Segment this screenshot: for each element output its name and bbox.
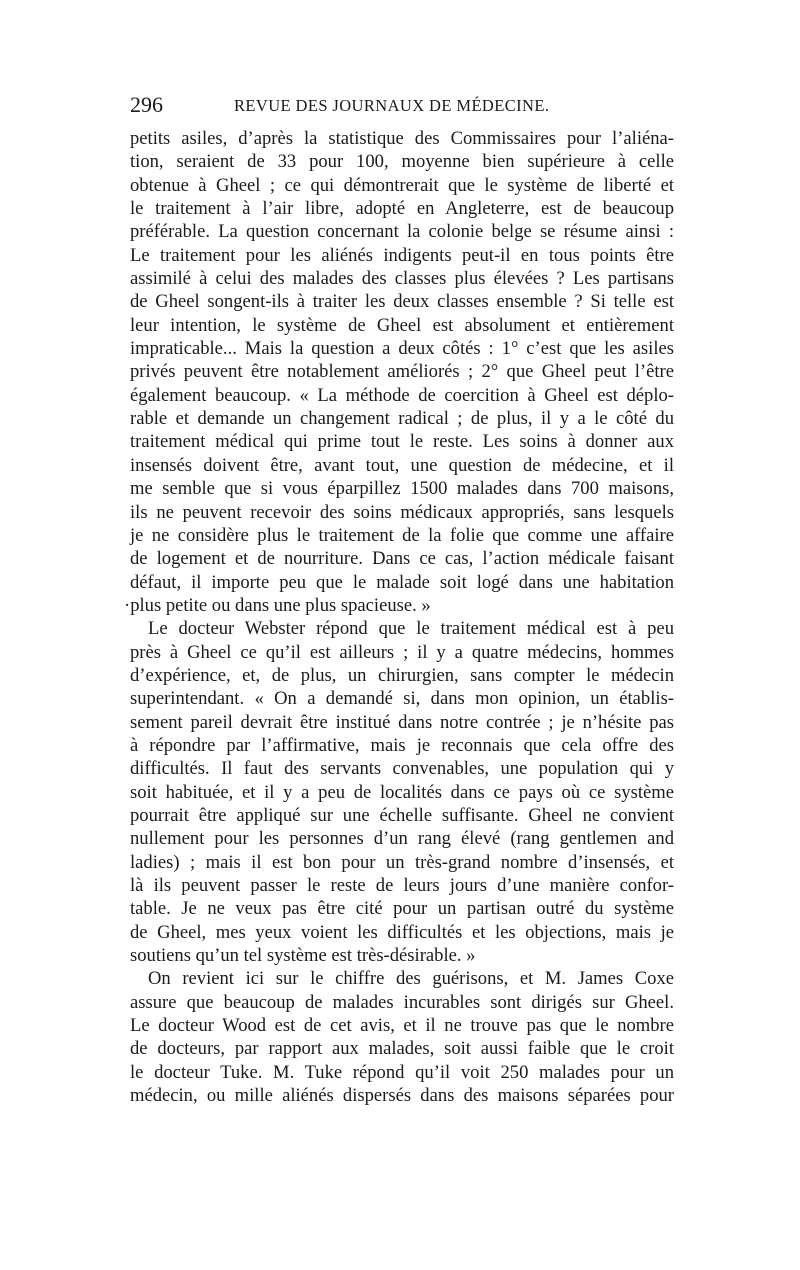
text-line: tion, seraient de 33 pour 100, moyenne bien supérieure à celle [130, 151, 674, 173]
text-line: de Gheel, mes yeux voient les difficultés et les objections, mais je [130, 921, 674, 943]
text-line: soit habituée, et il y a peu de localités dans ce pays où ce système [130, 781, 674, 803]
text-line: nullement pour les personnes d’un rang élevé (rang gentlemen and [130, 828, 674, 850]
text-line: de docteurs, par rapport aux malades, soit aussi faible que le croit [130, 1038, 674, 1060]
text-line: je ne considère plus le traitement de la folie que comme une affaire [130, 524, 674, 546]
body-text [124, 127, 674, 1107]
text-line: à répondre par l’affirmative, mais je reconnais que cela offre des [130, 734, 674, 756]
journal-title: REVUE DES JOURNAUX DE MÉDECINE. [234, 96, 550, 115]
text-line: Le docteur Wood est de cet avis, et il ne trouve pas que le nombre [130, 1015, 674, 1037]
text-line: de logement et de nourriture. Dans ce cas, l’action médicale faisant [130, 548, 674, 570]
text-line: assimilé à celui des malades des classes plus élevées ? Les partisans [130, 268, 674, 290]
text-line: petits asiles, d’après la statistique des Commissaires pour l’aliéna- [130, 128, 674, 149]
text-line: soutiens qu’un tel système est très-désirable. » [130, 945, 476, 967]
text-line: ils ne peuvent recevoir des soins médicaux appropriés, sans lesquels [130, 501, 674, 523]
text-line: traitement médical qui prime tout le reste. Les soins à donner aux [130, 431, 674, 453]
text-line: de Gheel songent-ils à traiter les deux classes ensemble ? Si telle est [130, 291, 674, 313]
text-line: là ils peuvent passer le reste de leurs jours d’une manière confor- [130, 875, 674, 896]
text-line: difficultés. Il faut des servants convenables, une population qui y [130, 758, 674, 780]
text-line: ladies) ; mais il est bon pour un très-grand nombre d’insensés, et [130, 851, 674, 873]
text-line: privés peuvent être notablement améliorés ; 2° que Gheel peut l’être [130, 361, 674, 383]
text-line: défaut, il importe peu que le malade soit logé dans une habitation [130, 571, 674, 593]
text-line: leur intention, le système de Gheel est absolument et entièrement [130, 314, 674, 336]
page-number: 296 [130, 92, 163, 117]
text-line: près à Gheel ce qu’il est ailleurs ; il y a quatre médecins, hommes [130, 641, 674, 663]
text-line: table. Je ne veux pas être cité pour un partisan outré du système [130, 898, 674, 920]
text-line: On revient ici sur le chiffre des guérisons, et M. James Coxe [148, 968, 674, 990]
text-line: le docteur Tuke. M. Tuke répond qu’il voit 250 malades pour un [130, 1061, 674, 1083]
text-line: assure que beaucoup de malades incurables sont dirigés sur Gheel. [130, 991, 674, 1013]
text-line: pourrait être appliqué sur une échelle suffisante. Gheel ne convient [130, 804, 674, 826]
text-line: le traitement à l’air libre, adopté en Angleterre, est de beaucoup [130, 198, 674, 220]
text-line: superintendant. « On a demandé si, dans mon opinion, un établis- [130, 688, 674, 710]
text-line: impraticable... Mais la question a deux côtés : 1° c’est que les asiles [130, 338, 674, 360]
text-line: Le docteur Webster répond que le traitement médical est à peu [148, 618, 674, 640]
text-line: médecin, ou mille aliénés dispersés dans des maisons séparées pour [130, 1085, 674, 1107]
text-line: également beaucoup. « La méthode de coercition à Gheel est déplo- [130, 384, 674, 406]
text-line: d’expérience, et, de plus, un chirurgien, sans compter le médecin [130, 664, 674, 686]
text-line: me semble que si vous éparpillez 1500 malades dans 700 maisons, [130, 478, 674, 500]
running-head [130, 92, 674, 118]
text-line: insensés doivent être, avant tout, une question de médecine, et il [130, 454, 674, 476]
text-line: sement pareil devrait être institué dans notre contrée ; je n’hésite pas [130, 711, 674, 733]
text-line: obtenue à Gheel ; ce qui démontrerait que le système de liberté et [130, 174, 674, 196]
text-line: ·plus petite ou dans une plus spacieuse. » [124, 594, 431, 616]
text-line: rable et demande un changement radical ; de plus, il y a le côté du [130, 408, 674, 430]
text-line: préférable. La question concernant la colonie belge se résume ainsi : [130, 221, 674, 243]
text-line: Le traitement pour les aliénés indigents peut-il en tous points être [130, 244, 674, 266]
